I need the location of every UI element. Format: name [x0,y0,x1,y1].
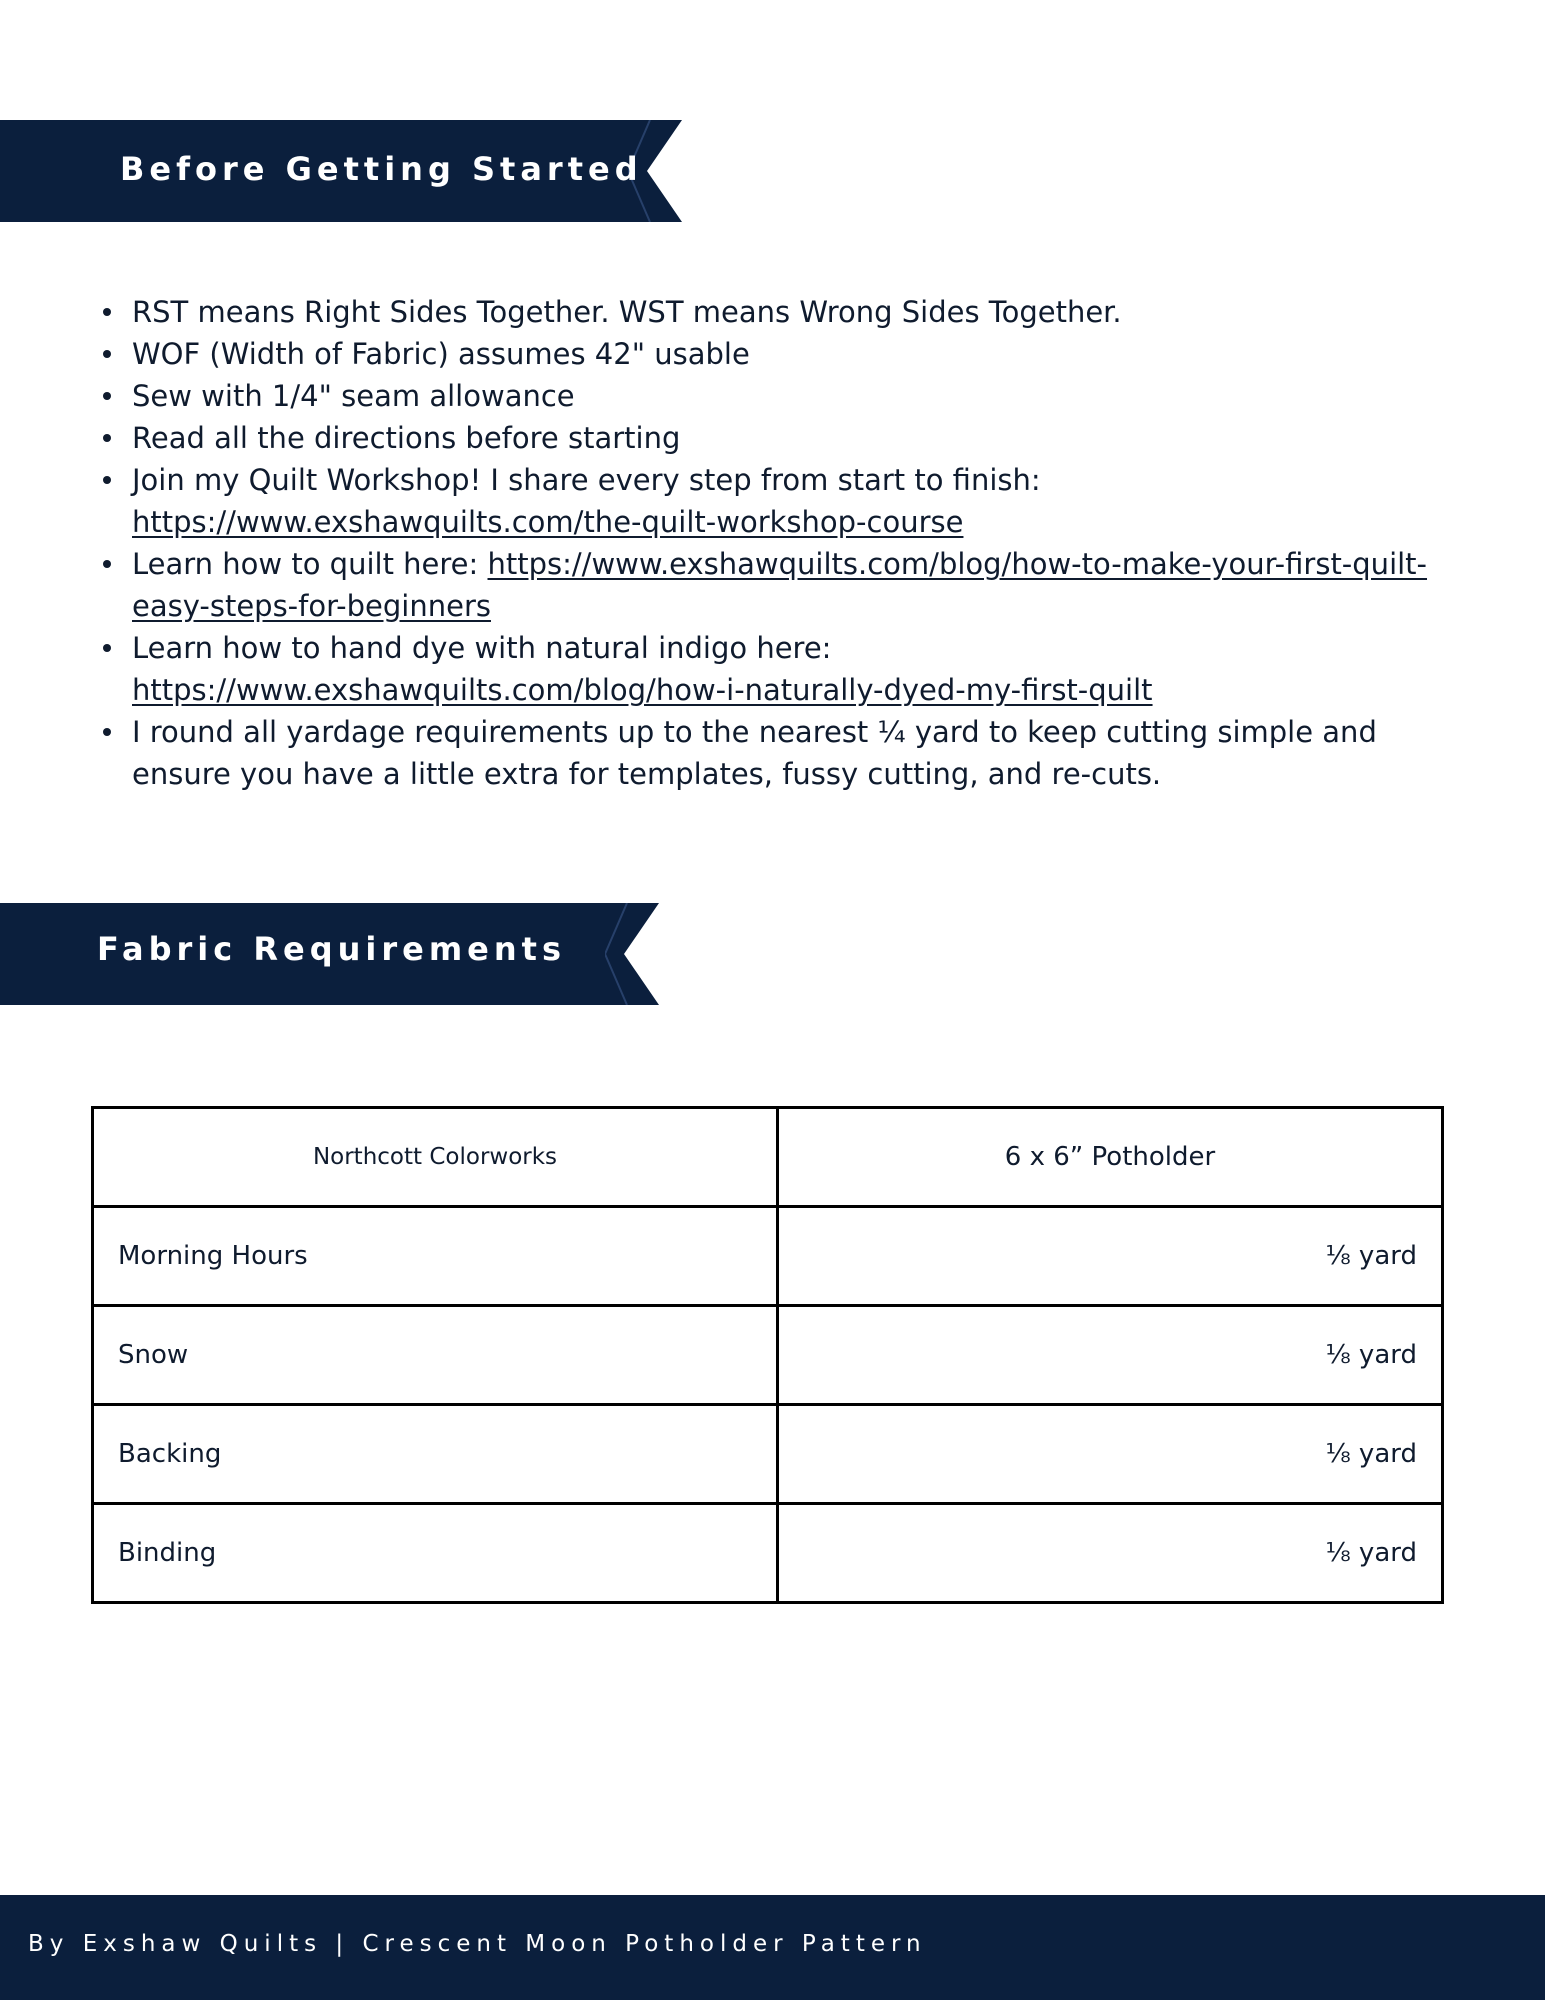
fabric-amount-cell: ⅛ yard [778,1405,1443,1504]
table-header-size: 6 x 6” Potholder [778,1108,1443,1207]
indigo-dye-link[interactable]: https://www.exshawquilts.com/blog/how-i-naturally-dyed-my-first-quilt [132,673,1153,707]
fabric-amount-cell: ⅛ yard [778,1207,1443,1306]
footer-text: By Exshaw Quilts | Crescent Moon Potholder Pattern [28,1931,927,1957]
page-footer [0,1895,1545,2000]
workshop-link[interactable]: https://www.exshawquilts.com/the-quilt-workshop-course [132,505,964,539]
fabric-requirements-table [91,1106,1444,1604]
section-title-fabric: Fabric Requirements [97,930,566,968]
table-header-row [93,1108,1443,1207]
fabric-name-cell: Backing [93,1405,778,1504]
list-item: Learn how to quilt here: https://www.exshawquilts.com/blog/how-to-make-your-first-quilt-easy-steps-for-beginners [132,543,1432,627]
fabric-amount-cell: ⅛ yard [778,1504,1443,1603]
fabric-amount-cell: ⅛ yard [778,1306,1443,1405]
instructions-list [132,291,1432,795]
fabric-name-cell: Morning Hours [93,1207,778,1306]
table-row [93,1207,1443,1306]
table-row [93,1306,1443,1405]
learn-quilt-link[interactable]: https://www.exshawquilts.com/blog/how-to-make-your-first-quilt-easy-steps-for-beginners [132,547,1428,623]
fabric-name-cell: Snow [93,1306,778,1405]
list-item: Learn how to hand dye with natural indigo here: https://www.exshawquilts.com/blog/how-i-naturally-dyed-my-first-quilt [132,627,1432,711]
list-item: Join my Quilt Workshop! I share every step from start to finish: https://www.exshawquilts.com/the-quilt-workshop-course [132,459,1432,543]
list-item: I round all yardage requirements up to the nearest ¼ yard to keep cutting simple and ensure you have a little extra for templates, fussy cutting, and re-cuts. [132,711,1432,795]
table-row [93,1504,1443,1603]
table-row [93,1405,1443,1504]
table-header-collection: Northcott Colorworks [93,1108,778,1207]
list-item: WOF (Width of Fabric) assumes 42" usable [132,333,1432,375]
section-title-before: Before Getting Started [120,150,643,188]
list-item: RST means Right Sides Together. WST means Wrong Sides Together. [132,291,1432,333]
list-item: Read all the directions before starting [132,417,1432,459]
fabric-name-cell: Binding [93,1504,778,1603]
list-item: Sew with 1/4" seam allowance [132,375,1432,417]
